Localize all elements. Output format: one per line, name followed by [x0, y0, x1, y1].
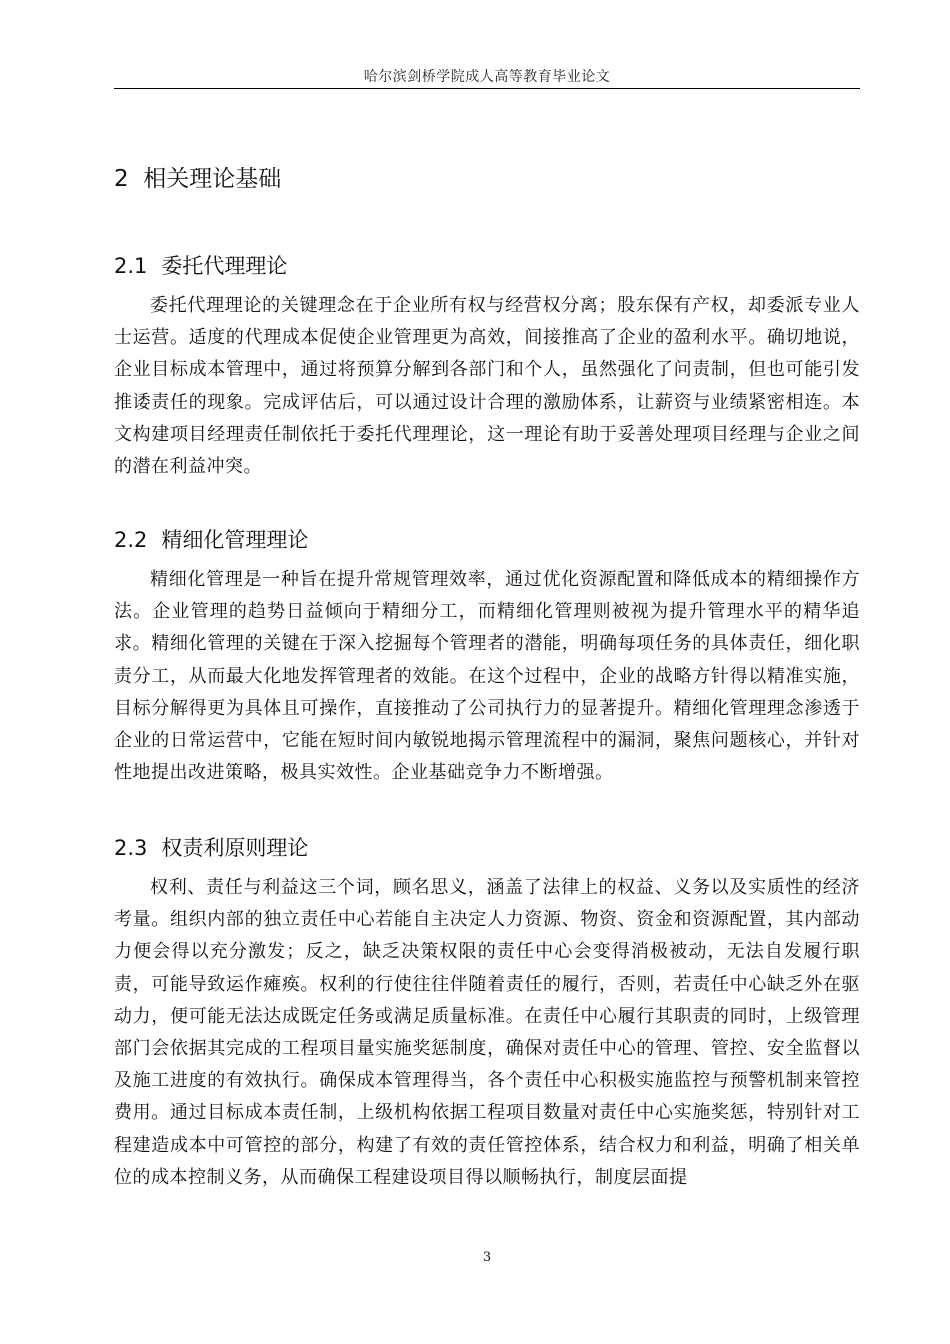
- section-2-2-paragraph: 精细化管理是一种旨在提升常规管理效率，通过优化资源配置和降低成本的精细操作方法。企业管理的趋势日益倾向于精细分工，而精细化管理则被视为提升管理水平的精华追求。精细化管理的关键在于深入挖掘每个管理者的潜能，明确每项任务的具体责任，细化职责分工，从而最大化地发挥管理者的效能。在这个过程中，企业的战略方针得以精准实施，目标分解得更为具体且可操作，直接推动了公司执行力的显著提升。精细化管理理念渗透于企业的日常运营中，它能在短时间内敏锐地揭示管理流程中的漏洞，聚焦问题核心，并针对性地提出改进策略，极具实效性。企业基础竞争力不断增强。: [114, 569, 860, 784]
- chapter-number: 2: [114, 166, 129, 192]
- section-heading-2-1: [114, 250, 287, 280]
- chapter-title-text: 相关理论基础: [143, 166, 282, 192]
- section-heading-2-3: [114, 832, 308, 862]
- running-header: 哈尔滨剑桥学院成人高等教育毕业论文: [363, 69, 611, 85]
- header-rule: [114, 88, 860, 89]
- section-title-text: 委托代理理论: [161, 254, 288, 278]
- section-number: 2.1: [114, 254, 148, 278]
- section-title-text: 权责利原则理论: [161, 836, 309, 860]
- section-number: 2.3: [114, 836, 148, 860]
- section-2-1-paragraph: 委托代理理论的关键理念在于企业所有权与经营权分离；股东保有产权，却委派专业人士运营。适度的代理成本促使企业管理更为高效，间接推高了企业的盈利水平。确切地说，企业目标成本管理中，通过将预算分解到各部门和个人，虽然强化了问责制，但也可能引发推诿责任的现象。完成评估后，可以通过设计合理的激励体系，让薪资与业绩紧密相连。本文构建项目经理责任制依托于委托代理理论，这一理论有助于妥善处理项目经理与企业之间的潜在利益冲突。: [114, 295, 860, 478]
- section-title-text: 精细化管理理论: [161, 528, 309, 552]
- chapter-title: [114, 160, 281, 193]
- section-2-3-paragraph: 权利、责任与利益这三个词，顾名思义，涵盖了法律上的权益、义务以及实质性的经济考量。组织内部的独立责任中心若能自主决定人力资源、物资、资金和资源配置，其内部动力便会得以充分激发；反之，缺乏决策权限的责任中心会变得消极被动，无法自发履行职责，可能导致运作瘫痪。权利的行使往往伴随着责任的履行，否则，若责任中心缺乏外在驱动力，便可能无法达成既定任务或满足质量标准。在责任中心履行其职责的同时，上级管理部门会依据其完成的工程项目量实施奖惩制度，确保对责任中心的管理、管控、安全监督以及施工进度的有效执行。确保成本管理得当，各个责任中心积极实施监控与预警机制来管控费用。通过目标成本责任制，上级机构依据工程项目数量对责任中心实施奖惩，特别针对工程建造成本中可管控的部分，构建了有效的责任管控体系，结合权力和利益，明确了相关单位的成本控制义务，从而确保工程建设项目得以顺畅执行，制度层面提: [114, 877, 860, 1188]
- section-number: 2.2: [114, 528, 148, 552]
- page-number: 3: [482, 1250, 492, 1265]
- section-heading-2-2: [114, 524, 308, 554]
